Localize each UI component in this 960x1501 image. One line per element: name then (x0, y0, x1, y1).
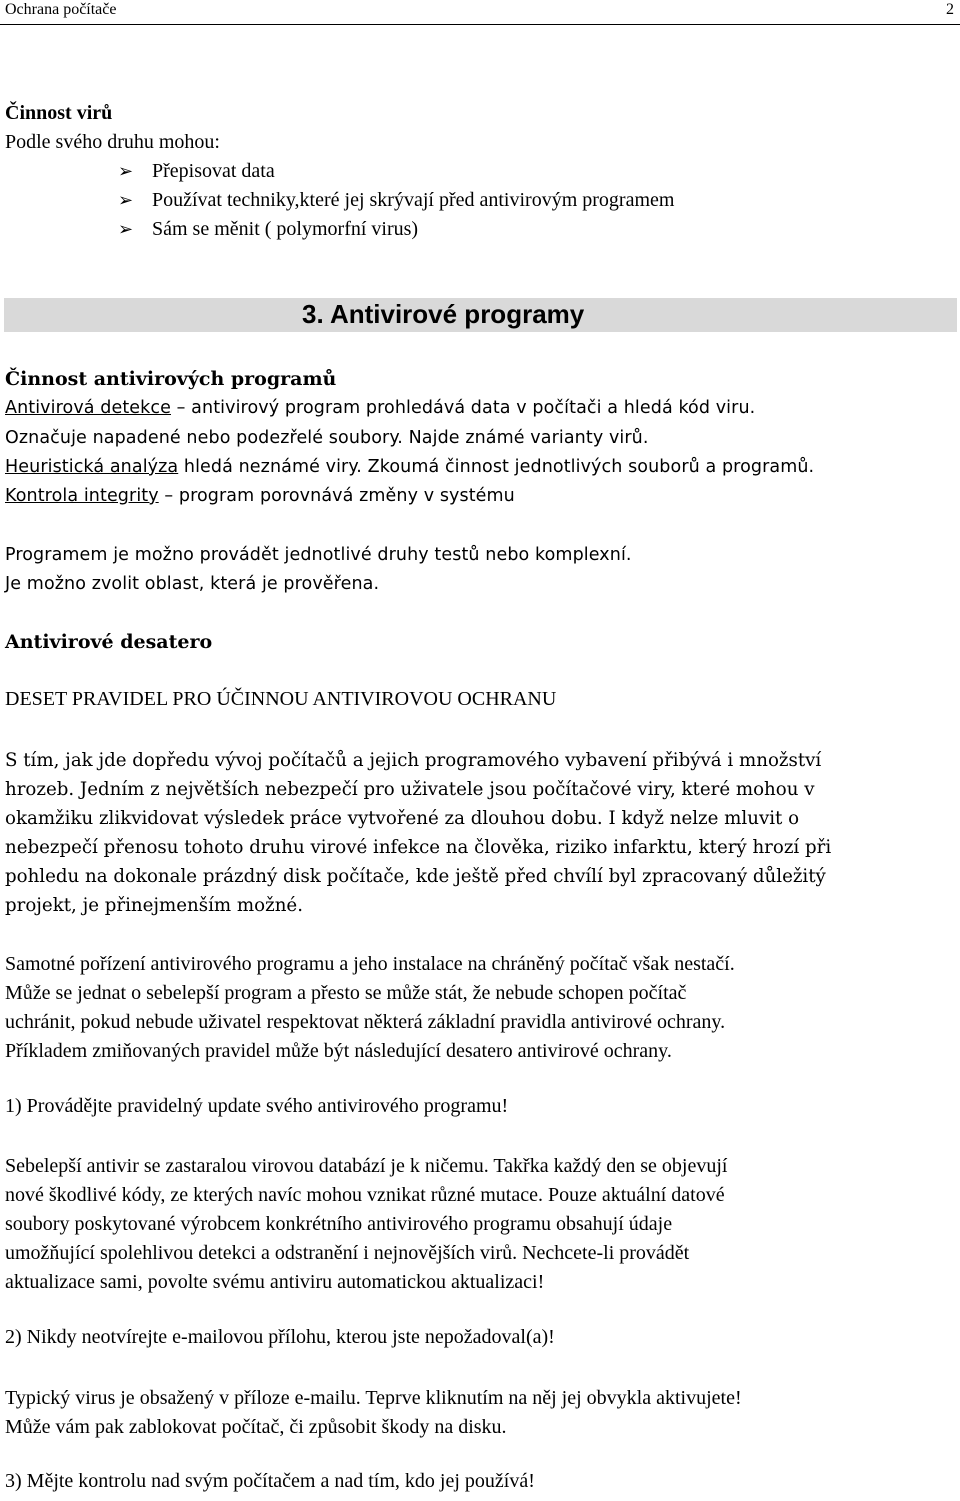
bullet-item: ➢ Používat techniky,které jej skrývají před antivirovým programem (118, 189, 675, 211)
activity-line: Je možno zvolit oblast, která je prověřena. (5, 574, 380, 594)
decalogue-paragraph-1: S tím, jak jde dopředu vývoj počítačů a jejich programového vybavení přibývá i množství hrozeb. Jedním z největších nebezpečí pro uživatele jsou počítačové viry, které mohou v okamžiku zlikvidovat výsledek práce vytvořené za dlouhou dobu. I když nelze mluvit o nebezpečí přenosu tohoto druhu virové infekce na člověka, riziko infarktu, který hrozí při pohledu na dokonale prázdný disk počítače, kde ještě před chvílí byl zpracovaný důležitý projekt, je přinejmenším možné. (5, 750, 832, 916)
term-link: Kontrola integrity (5, 486, 159, 506)
section-heading-bar (4, 298, 957, 332)
decalogue-heading: Antivirové desatero (5, 631, 213, 653)
bullet-item: ➢ Sám se měnit ( polymorfní virus) (118, 218, 419, 240)
decalogue-paragraph-2: Samotné pořízení antivirového programu a jeho instalace na chráněný počítač však nestačí. Může se jednat o sebelepší program a přesto se může stát, že nebude schopen počítač uchránit, pokud nebude uživatel respektovat některá základní pravidla antivirové ochrany. Příkladem zmiňovaných pravidel může být následující desatero antivirové ochrany. (5, 953, 735, 1062)
rule-1-text: Sebelepší antivir se zastaralou virovou databází je k ničemu. Takřka každý den se objevují nové škodlivé kódy, ze kterých navíc mohou vznikat různé mutace. Pouze aktuální datové soubory poskytované výrobcem konkrétního antivirového programu obsahují údaje umožňující spolehlivou detekci a odstranění i nejnovějších virů. Nechcete-li provádět aktualizace sami, povolte svému antiviru automatickou aktualizaci! (5, 1155, 728, 1293)
term-link: Heuristická analýza (5, 457, 179, 477)
activity-heading: Činnost antivirových programů (5, 368, 337, 390)
activity-line: Heuristická analýza hledá neznámé viry. Zkoumá činnost jednotlivých souborů a programů. (5, 457, 815, 477)
bullet-item: ➢ Přepisovat data (118, 160, 275, 182)
arrow-bullet-icon: ➢ (118, 219, 134, 240)
arrow-bullet-icon: ➢ (118, 161, 134, 182)
rule-2-heading: 2) Nikdy neotvírejte e-mailovou přílohu, kterou jste nepožadoval(a)! (5, 1326, 555, 1348)
viruses-intro: Podle svého druhu mohou: (5, 131, 220, 153)
page-number: 2 (946, 1, 954, 18)
term-link: Antivirová detekce (5, 398, 171, 418)
decalogue-caps-title: DESET PRAVIDEL PRO ÚČINNOU ANTIVIROVOU OCHRANU (5, 688, 557, 710)
activity-line: Antivirová detekce – antivirový program prohledává data v počítači a hledá kód viru. (5, 398, 756, 418)
rule-3-heading: 3) Mějte kontrolu nad svým počítačem a nad tím, kdo jej používá! (5, 1470, 535, 1492)
activity-line: Označuje napadené nebo podezřelé soubory. Najde známé varianty virů. (5, 428, 649, 448)
page-header (0, 0, 960, 25)
viruses-heading: Činnost virů (5, 102, 113, 124)
arrow-bullet-icon: ➢ (118, 190, 134, 211)
header-title: Ochrana počítače (5, 1, 117, 18)
activity-line: Kontrola integrity – program porovnává změny v systému (5, 486, 515, 506)
rule-1-heading: 1) Provádějte pravidelný update svého antivirového programu! (5, 1095, 509, 1117)
rule-2-text: Typický virus je obsažený v příloze e-mailu. Teprve kliknutím na něj jej obvykla aktivujete! Může vám pak zablokovat počítač, či způsobit škody na disku. (5, 1387, 742, 1438)
section-title: 3. Antivirové programy (302, 299, 585, 329)
activity-line: Programem je možno provádět jednotlivé druhy testů nebo komplexní. (5, 545, 632, 565)
